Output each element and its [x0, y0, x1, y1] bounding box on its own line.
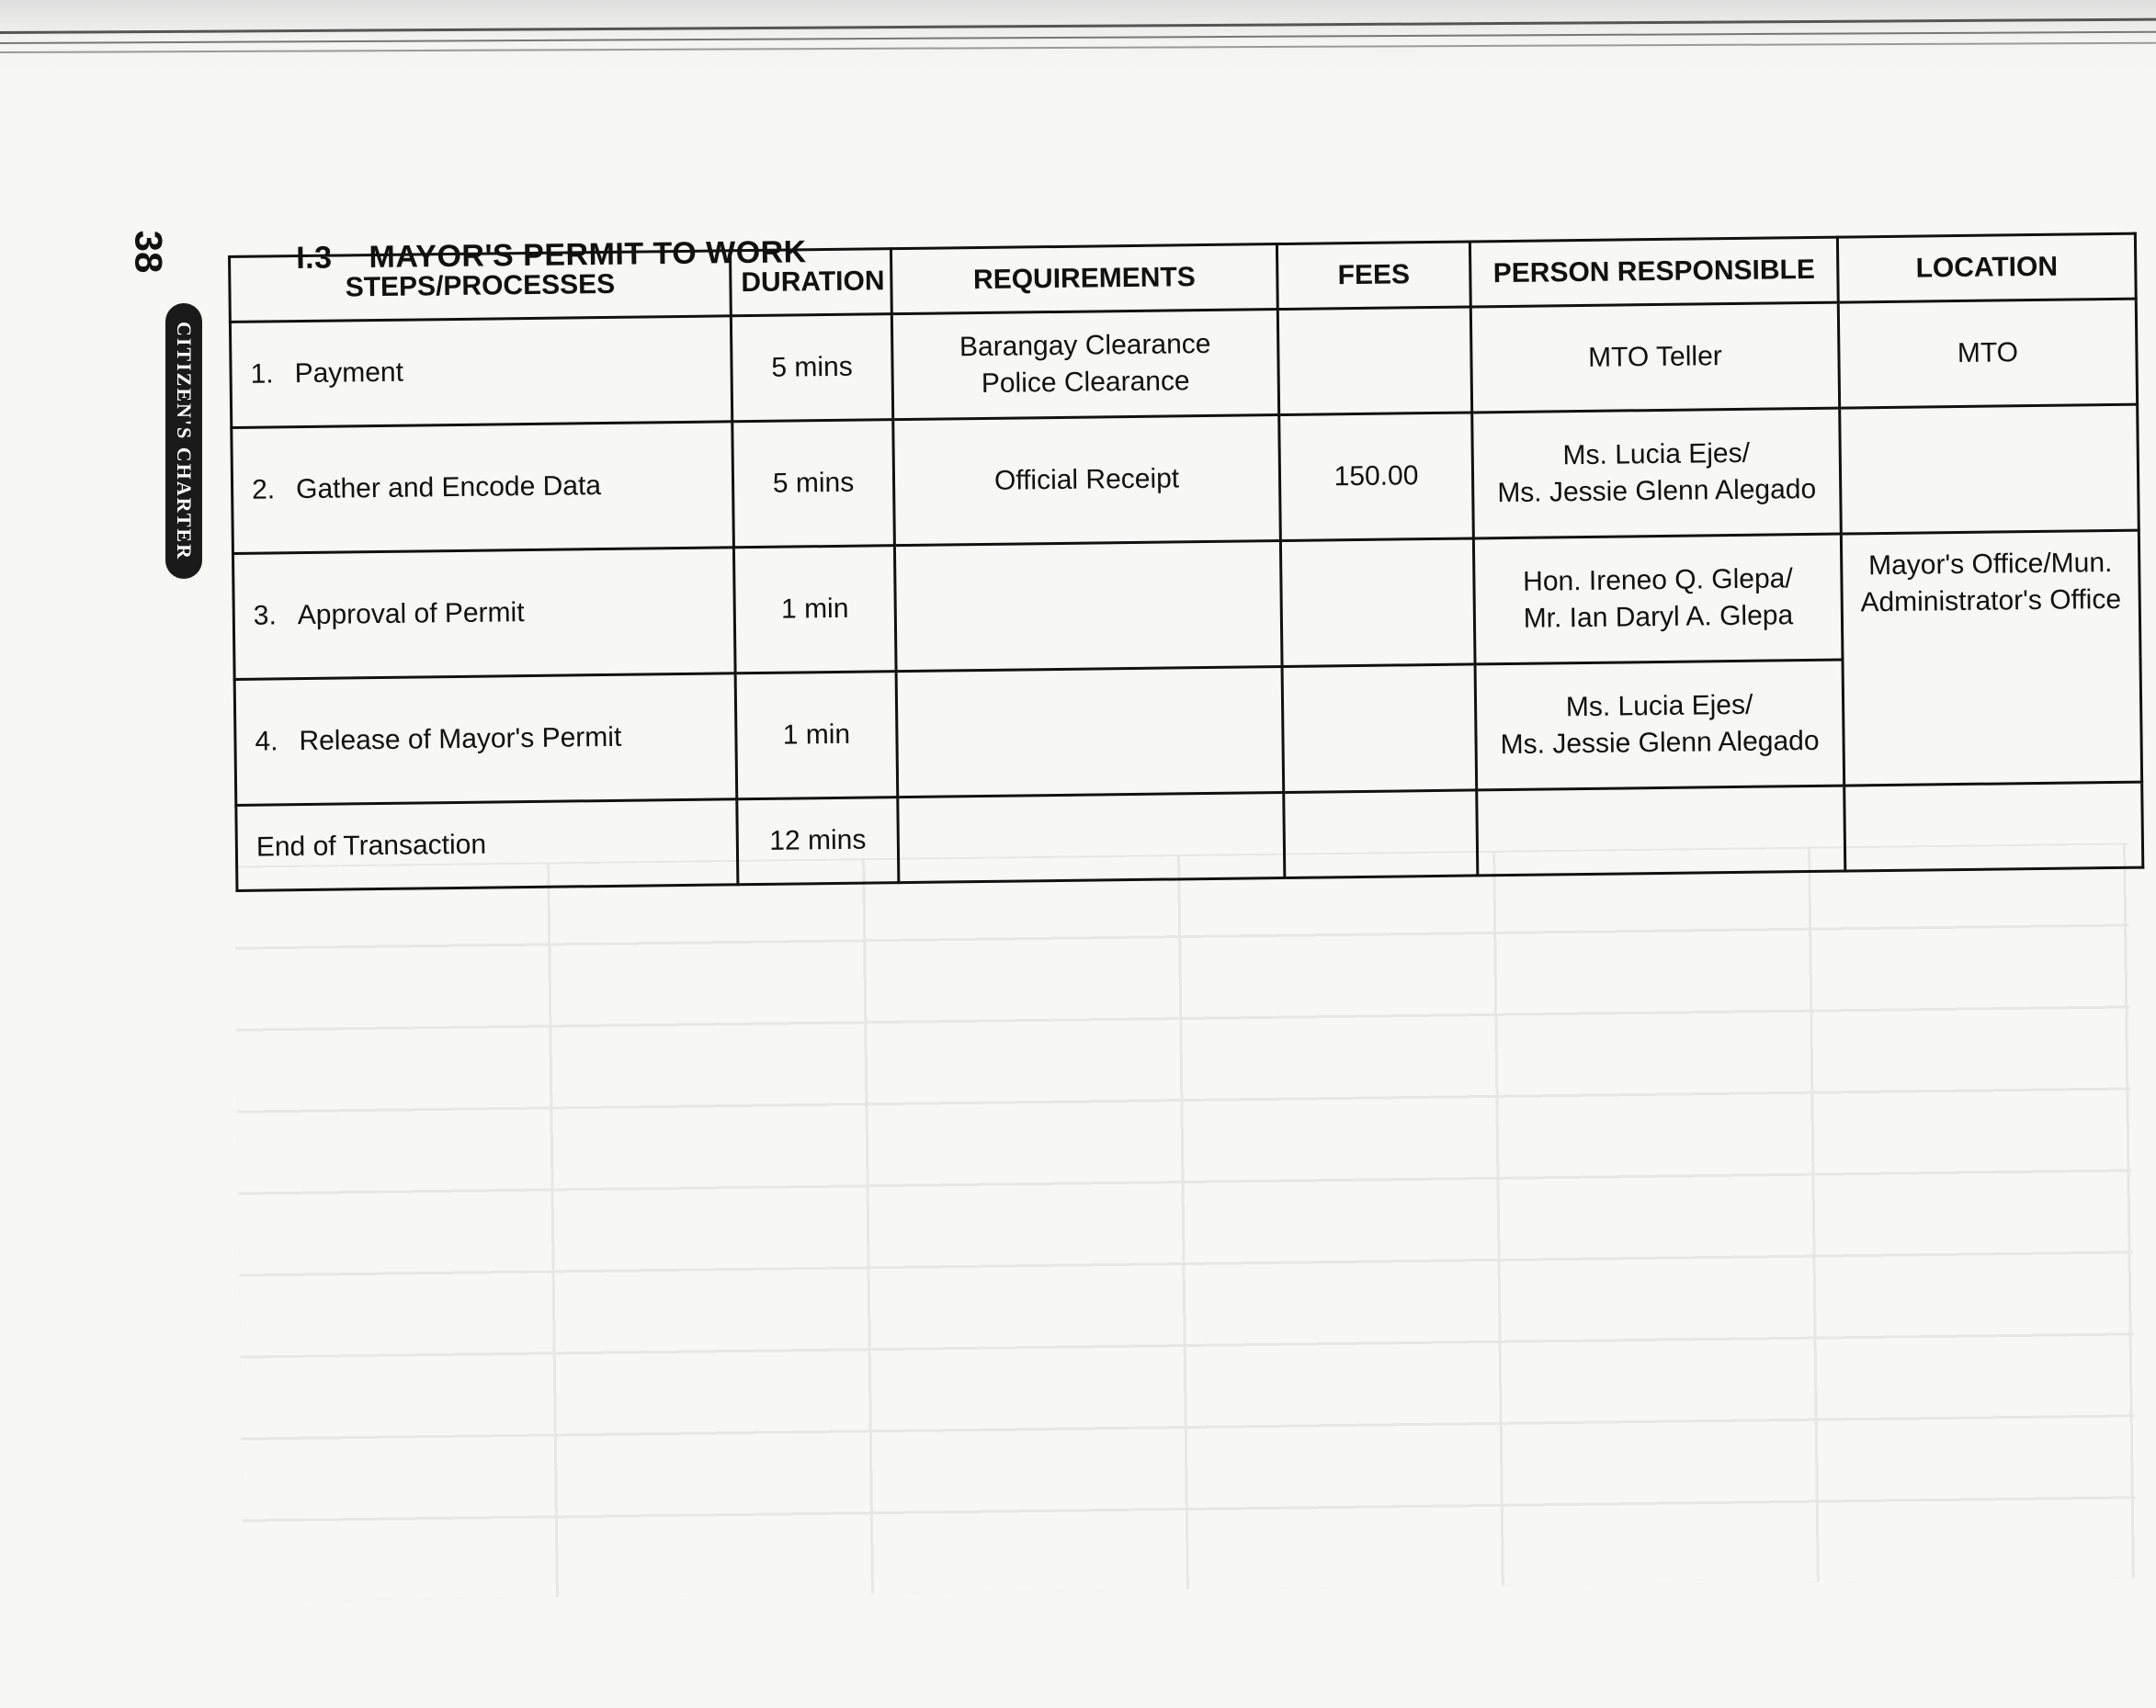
- person-cell: [1477, 786, 1845, 876]
- requirement-item: Barangay Clearance: [959, 328, 1211, 363]
- duration-cell: 12 mins: [737, 797, 899, 885]
- step-label: Approval of Permit: [297, 597, 525, 631]
- side-tab-label: CITIZEN'S CHARTER: [165, 303, 202, 579]
- requirement-item: Official Receipt: [993, 463, 1180, 496]
- header-location: LOCATION: [1837, 233, 2136, 302]
- bleed-through-shadow: [234, 843, 2137, 1601]
- step-number: 1.: [250, 358, 274, 390]
- step-number: 4.: [255, 726, 278, 757]
- permit-process-table: [228, 232, 2144, 892]
- requirements-cell: [898, 793, 1285, 883]
- page-edge-line: [0, 42, 2156, 53]
- fees-cell: [1280, 538, 1475, 667]
- location-cell: [1838, 299, 2137, 408]
- page-edge-line: [0, 18, 2156, 34]
- person-name: MTO Teller: [1587, 341, 1722, 373]
- requirements-cell: [891, 310, 1278, 420]
- location-name: MTO: [1957, 337, 2019, 369]
- page-edge-line: [0, 31, 2156, 44]
- location-cell: [1840, 404, 2139, 534]
- table-row: [233, 530, 2140, 679]
- fees-cell: [1282, 664, 1477, 793]
- person-name: Ms. Jessie Glenn Alegado: [1497, 473, 1817, 509]
- person-cell: [1470, 302, 1839, 413]
- person-cell: [1475, 660, 1844, 790]
- step-label: End of Transaction: [255, 829, 487, 863]
- fees-cell: [1277, 307, 1471, 415]
- header-fees: FEES: [1277, 242, 1470, 310]
- page-number: 38: [127, 230, 171, 274]
- section-title-text: MAYOR'S PERMIT TO WORK: [369, 234, 807, 276]
- person-name: Mr. Ian Daryl A. Glepa: [1523, 600, 1794, 634]
- header-requirements: REQUIREMENTS: [891, 244, 1277, 314]
- requirements-cell: [893, 415, 1281, 546]
- step-label: Release of Mayor's Permit: [299, 721, 622, 757]
- location-cell: [1841, 530, 2141, 786]
- step-label: Gather and Encode Data: [295, 470, 602, 505]
- person-cell: [1472, 408, 1842, 538]
- requirements-cell: [894, 541, 1282, 672]
- step-cell: [232, 422, 734, 554]
- duration-cell: 1 min: [733, 546, 896, 673]
- requirements-cell: [896, 667, 1284, 797]
- step-cell: [230, 316, 732, 428]
- step-label: Payment: [294, 356, 404, 390]
- fees-cell: [1284, 790, 1478, 878]
- step-number: 3.: [253, 600, 278, 631]
- location-name: Administrator's Office: [1860, 583, 2122, 618]
- step-cell: [233, 548, 735, 680]
- section-number: I.3: [296, 240, 333, 276]
- location-name: Mayor's Office/Mun.: [1867, 547, 2113, 582]
- step-number: 2.: [251, 474, 276, 505]
- fees-cell: 150.00: [1279, 413, 1474, 541]
- person-name: Ms. Jessie Glenn Alegado: [1500, 725, 1820, 761]
- person-cell: [1473, 534, 1843, 664]
- page-top-edge: [0, 0, 2156, 74]
- duration-cell: 1 min: [735, 672, 898, 799]
- person-name: Ms. Lucia Ejes/: [1565, 689, 1753, 723]
- permit-table-wrapper: [228, 232, 2141, 892]
- duration-cell: 5 mins: [732, 420, 895, 548]
- duration-cell: 5 mins: [731, 314, 892, 422]
- header-duration: DURATION: [730, 249, 891, 316]
- header-person-responsible: PERSON RESPONSIBLE: [1469, 237, 1838, 307]
- location-cell: [1844, 782, 2143, 871]
- header-steps: STEPS/PROCESSES: [230, 251, 732, 322]
- requirement-item: Police Clearance: [981, 366, 1190, 399]
- step-cell: [234, 673, 737, 806]
- person-name: Ms. Lucia Ejes/: [1562, 437, 1751, 471]
- person-name: Hon. Ireneo Q. Glepa/: [1522, 563, 1793, 597]
- table-row: [232, 404, 2139, 553]
- step-cell: [236, 799, 738, 891]
